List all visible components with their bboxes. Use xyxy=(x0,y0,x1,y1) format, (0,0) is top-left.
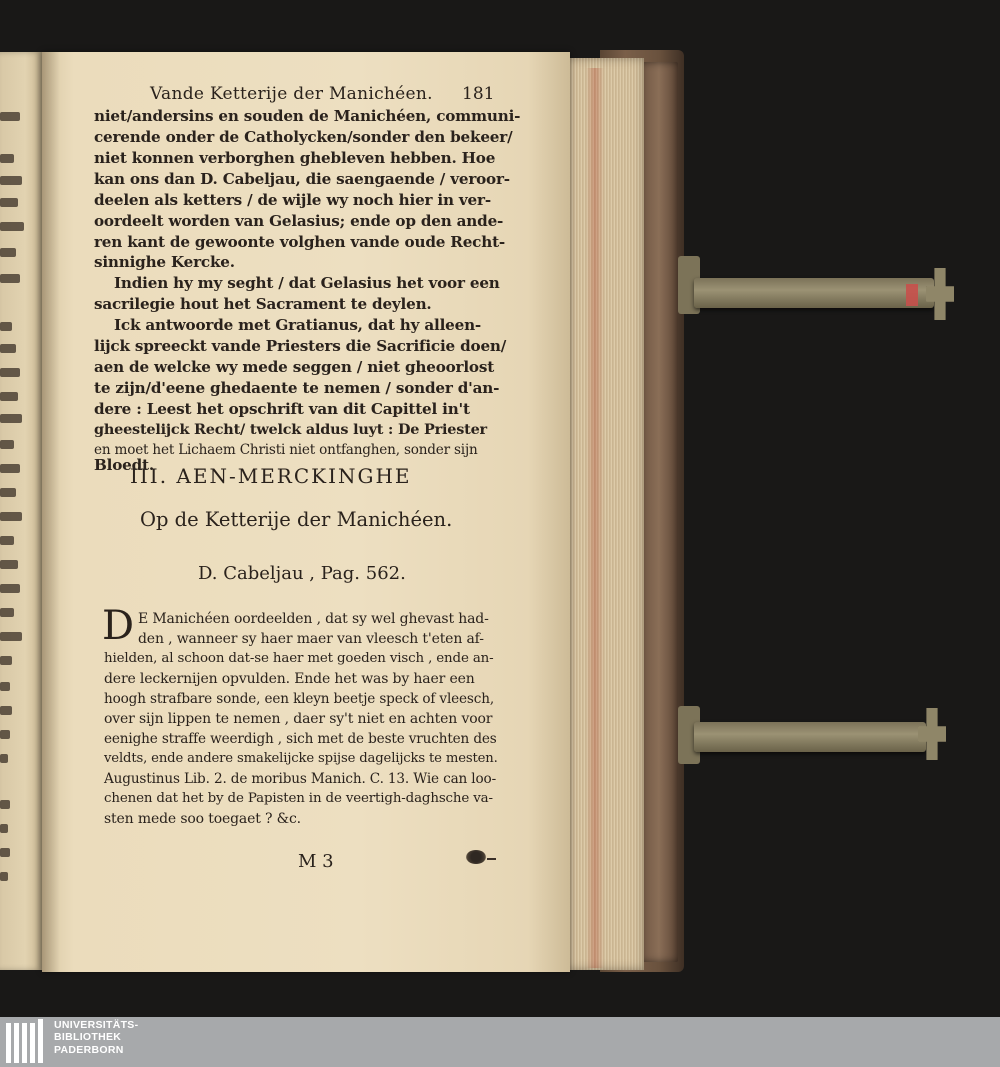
section-subheading: Op de Ketterije der Manichéen. xyxy=(140,508,453,531)
blackletter-line: dere : Leest het opschrift van dit Capittel in't xyxy=(94,400,470,418)
blackletter-line: deelen als ketters / de wijle wy noch hier in ver- xyxy=(94,191,491,209)
body-line: hielden, al schoon dat-se haer met goeden visch , ende an- xyxy=(104,651,494,666)
upper-clasp-red-mark xyxy=(906,284,918,306)
blackletter-line: sacrilegie hout het Sacrament te deylen. xyxy=(94,295,432,313)
body-line: E Manichéen oordeelden , dat sy wel ghevast had- xyxy=(138,611,489,627)
previous-page-edge xyxy=(0,52,42,970)
body-line: den , wanneer sy haer maer van vleesch t'eten af- xyxy=(138,631,484,647)
blackletter-line: sinnighe Kercke. xyxy=(94,253,235,271)
upper-clasp-end xyxy=(926,268,954,320)
blackletter-line: niet konnen verborghen ghebleven hebben. Hoe xyxy=(94,149,496,167)
gutter-shadow xyxy=(42,52,60,972)
signature-mark: M 3 xyxy=(298,851,334,872)
ink-blot xyxy=(466,850,486,864)
lower-clasp xyxy=(694,722,926,752)
body-line: veldts, ende andere smakelijcke spijse dagelijcks te mesten. xyxy=(104,751,498,766)
library-line: UNIVERSITÄTS- xyxy=(54,1019,139,1031)
body-line: sten mede soo toegaet ? &c. xyxy=(104,811,301,827)
section-heading: III. AEN-MERCKINGHE xyxy=(130,464,412,488)
footer-bar xyxy=(0,1017,1000,1067)
library-line: PADERBORN xyxy=(54,1043,124,1056)
blackletter-line: niet/andersins en souden de Manichéen, communi- xyxy=(94,107,521,125)
lower-clasp-end xyxy=(918,708,946,760)
library-name xyxy=(54,1019,138,1056)
blackletter-line: te zijn/d'eene ghedaente te nemen / sonder d'an- xyxy=(94,379,500,397)
page-edges xyxy=(566,58,644,970)
blackletter-line: en moet het Lichaem Christi niet ontfanghen, sonder sijn xyxy=(94,442,478,458)
library-line: BIBLIOTHEK xyxy=(54,1031,122,1044)
ink-dash xyxy=(487,858,496,860)
blackletter-line: kan ons dan D. Cabeljau, die saengaende / veroor- xyxy=(94,170,510,188)
body-line: over sijn lippen te nemen , daer sy't niet en achten voor xyxy=(104,711,493,727)
library-bars-logo-icon xyxy=(6,1021,48,1063)
body-line: eenighe straffe weerdigh , sich met de beste vruchten des xyxy=(104,731,497,747)
running-head: Vande Ketterije der Manichéen. xyxy=(150,84,433,104)
page-number: 181 xyxy=(462,84,495,104)
blackletter-line: lijck spreeckt vande Priesters die Sacrificie doen/ xyxy=(94,337,507,355)
body-line: chenen dat het by de Papisten in de veertigh-daghsche va- xyxy=(104,791,493,806)
blackletter-line: Ick antwoorde met Gratianus, dat hy alleen- xyxy=(114,316,482,334)
blackletter-line: aen de welcke wy mede seggen / niet gheoorlost xyxy=(94,358,495,376)
body-line: dere leckernijen opvulden. Ende het was by haer een xyxy=(104,671,475,687)
blackletter-line: gheestelijck Recht/ twelck aldus luyt : De Priester xyxy=(94,421,487,438)
reference-line: D. Cabeljau , Pag. 562. xyxy=(198,563,406,584)
blackletter-line: Indien hy my seght / dat Gelasius het voor een xyxy=(114,274,500,292)
upper-clasp xyxy=(694,278,934,308)
body-line: hoogh strafbare sonde, een kleyn beetje speck of vleesch, xyxy=(104,691,494,707)
blackletter-line: cerende onder de Catholycken/sonder den bekeer/ xyxy=(94,128,513,146)
blackletter-line: oordeelt worden van Gelasius; ende op den ande- xyxy=(94,212,504,230)
body-line: Augustinus Lib. 2. de moribus Manich. C. 13. Wie can loo- xyxy=(104,771,497,787)
book-spine-board xyxy=(640,62,678,962)
drop-cap: D xyxy=(102,603,135,649)
blackletter-line: Bloedt. xyxy=(94,456,154,474)
blackletter-line: ren kant de gewoonte volghen vande oude Recht- xyxy=(94,233,505,251)
